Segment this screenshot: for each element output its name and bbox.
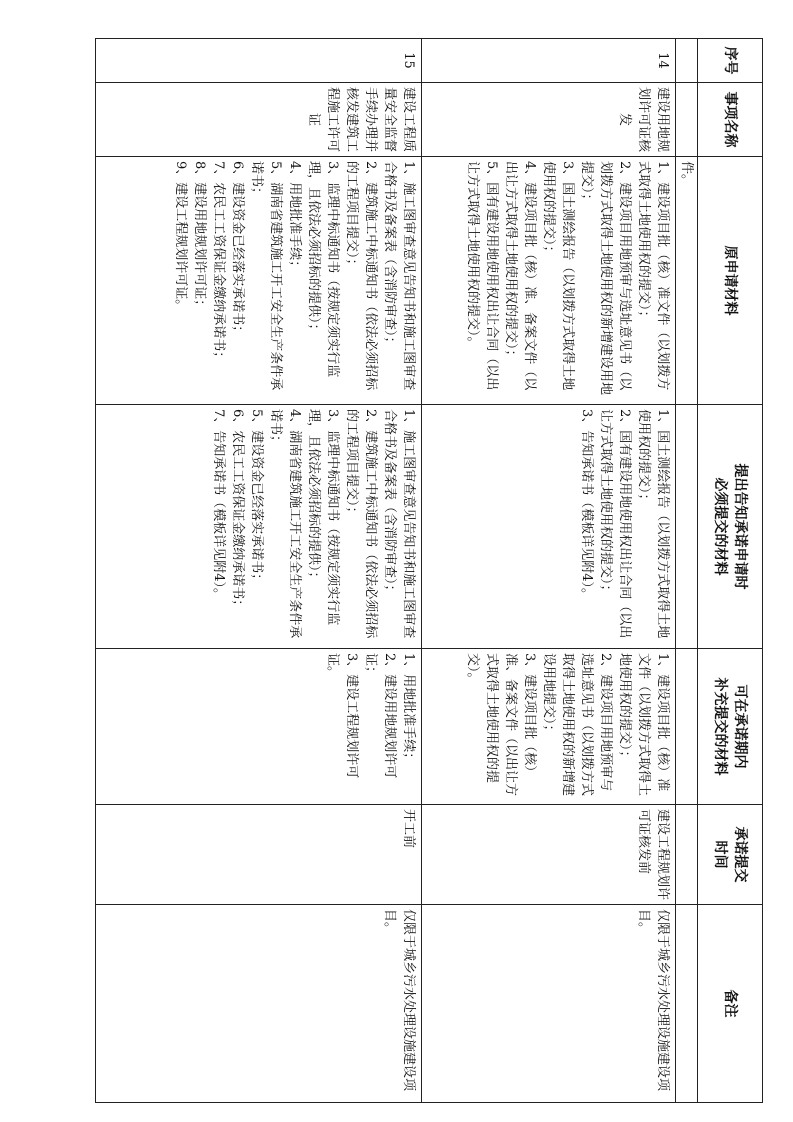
row-required-materials bbox=[422, 405, 676, 649]
list-item: 2、国有建设用地使用权出让合同（以出让方式取得土地使用权的提交）； bbox=[597, 409, 632, 639]
list-item: 2、建筑施工中标通知书（依法必须招标的工程项目提交）； bbox=[344, 409, 378, 639]
list-item: 1、施工图审查意见告知书和施工图审查合格书及备案表（含消防审查）； bbox=[382, 161, 416, 391]
header-required: 提出告知承诺申请时 必须提交的材料 bbox=[697, 405, 762, 649]
list-item: 4、用地批准手续； bbox=[287, 161, 302, 274]
list-item: 4、湖南省建筑施工开工安全生产条件承诺书； bbox=[268, 409, 302, 639]
row-commit-time: 建设工程规划许可证核发前 bbox=[422, 805, 676, 905]
list-item: 2、建筑施工中标通知书（依法必须招标的工程项目提交）； bbox=[344, 161, 378, 391]
list-item: 3、建设项目批（核）准、备案文件（以出让方式取得土地使用权的提交）。 bbox=[464, 653, 537, 797]
list-item: 5、建设资金已经落实承诺书； bbox=[249, 409, 264, 587]
list-item: 1、国土测绘报告（以划拨方式取得土地使用权的提交）； bbox=[635, 409, 670, 639]
continuation-row bbox=[675, 39, 697, 1103]
list-item: 5、国有建设用地使用权出让合同（以出让方式取得土地使用权的提交）。 bbox=[464, 161, 499, 391]
header-name: 事项名称 bbox=[697, 83, 762, 157]
list-item: 1、建设项目批（核）准文件（以划拨方式取得土地使用权的提交）； bbox=[635, 161, 670, 391]
row-supplement-materials bbox=[422, 649, 676, 805]
row-note: 仅限于城乡污水处理设施建设项目。 bbox=[96, 905, 422, 1103]
list-item: 1、用地批准手续； bbox=[401, 653, 416, 766]
list-item: 5、湖南省建筑施工开工安全生产条件承诺书； bbox=[249, 161, 283, 391]
header-note: 备注 bbox=[697, 905, 762, 1103]
header-supplement: 可在承诺期内 补充提交的材料 bbox=[697, 649, 762, 805]
row-note: 仅限于城乡污水处理设施建设项目。 bbox=[422, 905, 676, 1103]
row-name: 建设工程质量安全监督手续办理并核发建筑工程施工许可证 bbox=[96, 83, 422, 157]
list-item: 3、监理中标通知书（按规定须实行监理，且依法必须招标的提供）； bbox=[306, 409, 340, 626]
row-name: 建设用地规划许可证核发 bbox=[422, 83, 676, 157]
row-required-materials bbox=[96, 405, 422, 649]
list-item: 7、告知承诺书（模板详见附4）。 bbox=[211, 409, 226, 602]
list-item: 3、监理中标通知书（按规定须实行监理，且依法必须招标的提供）； bbox=[306, 161, 340, 378]
header-original: 原申请材料 bbox=[697, 157, 762, 405]
row-supplement-materials bbox=[96, 649, 422, 805]
table-row bbox=[96, 39, 422, 1103]
list-item: 3、国土测绘报告（以划拨方式取得土地使用权的提交）； bbox=[540, 161, 575, 391]
row-original-materials bbox=[422, 157, 676, 405]
row-original-materials bbox=[96, 157, 422, 405]
list-item: 9、建设工程规划许可证。 bbox=[173, 161, 188, 313]
list-item: 6、农民工工资保证金缴纳承诺书； bbox=[230, 409, 245, 613]
header-time: 承诺提交 时间 bbox=[697, 805, 762, 905]
row-seq: 14 bbox=[422, 39, 676, 83]
approval-materials-table bbox=[95, 38, 763, 1103]
list-item: 1、施工图审查意见告知书和施工图审查合格书及备案表（含消防审查）； bbox=[382, 409, 416, 639]
header-seq: 序号 bbox=[697, 39, 762, 83]
row-seq: 15 bbox=[96, 39, 422, 83]
table-row bbox=[422, 39, 676, 1103]
list-item: 3、建设工程规划许可证。 bbox=[325, 653, 359, 779]
list-item: 2、建设项目用地预审与选址意见书（以划拨方式取得土地使用权的新增建设用地提交）； bbox=[578, 161, 632, 396]
row-commit-time: 开工前 bbox=[96, 805, 422, 905]
list-item: 6、建设资金已经落实承诺书； bbox=[230, 161, 245, 339]
rotated-table-wrapper bbox=[95, 38, 763, 1102]
list-item: 4、建设项目批（核）准、备案文件（以出让方式取得土地使用权的提交）； bbox=[502, 161, 537, 391]
list-item: 2、建设用地规划许可证； bbox=[363, 653, 397, 779]
list-item: 8、建设用地规划许可证； bbox=[192, 161, 207, 313]
list-item: 2、建设项目用地预审与选址意见书（以划拨方式取得土地使用权的新增建设用地提交）； bbox=[540, 653, 613, 797]
list-item: 3、告知承诺书（模板详见附4）。 bbox=[578, 409, 594, 602]
list-item: 1、建设项目批（核）准文件（以划拨方式取得土地使用权的提交）； bbox=[616, 653, 670, 797]
list-item: 7、农民工工资保证金缴纳承诺书； bbox=[211, 161, 226, 365]
continuation-original: 件。 bbox=[675, 157, 697, 405]
header-row bbox=[697, 39, 762, 1103]
